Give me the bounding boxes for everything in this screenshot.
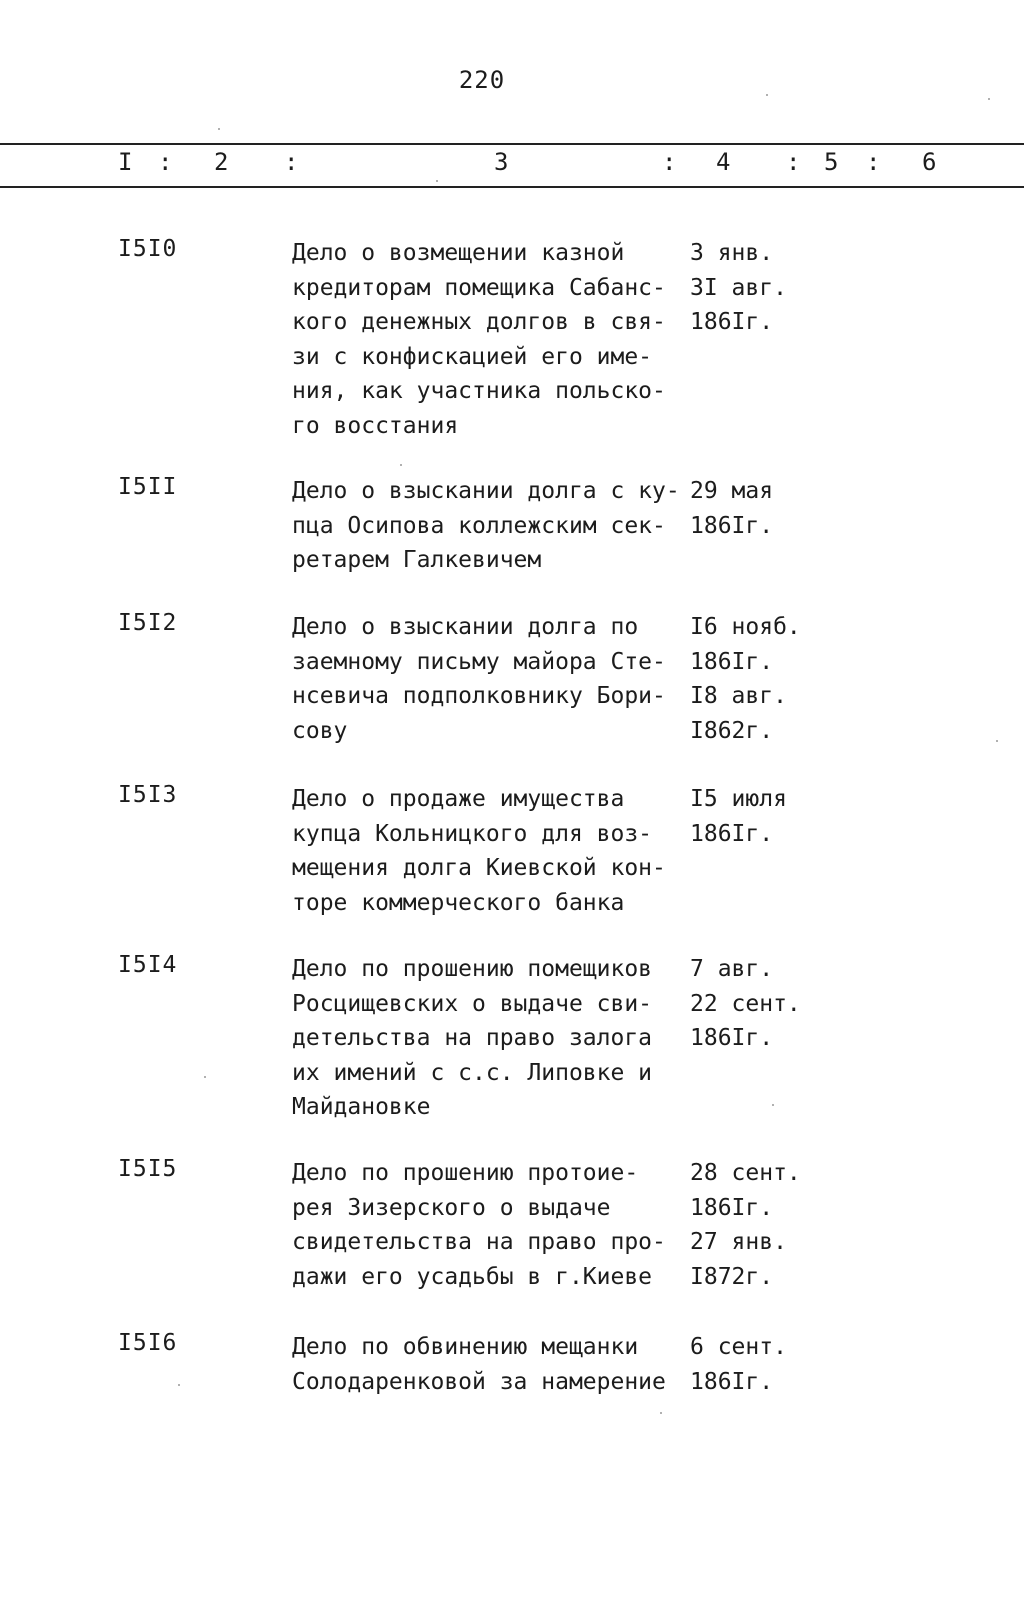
entry-title [292,236,682,443]
entry-dates [690,782,820,851]
entry-number: I5I4 [118,952,178,978]
title-line: Дело о возмещении казной [292,240,625,266]
date-line: 186Iг. [690,309,774,335]
date-line: 186Iг. [690,648,774,675]
title-line: кредиторам помещика Сабанс- [292,274,666,301]
scan-speck [218,128,220,130]
title-line: Майдановке [292,1094,431,1120]
page-number: 220 [458,66,506,94]
column-separator: : [662,148,677,176]
entry-number: I5I5 [118,1156,178,1182]
entry-title [292,474,682,578]
header-rule-bottom [0,186,1024,188]
column-header-6: 6 [922,148,937,176]
title-line: ния, как участника польско- [292,378,666,404]
date-line: 186Iг. [690,1368,774,1395]
date-line: 22 сент. [690,990,801,1017]
entry-number: I5II [118,474,178,500]
title-line: Росцищевских о выдаче сви- [292,990,653,1017]
title-line: Дело о взыскании долга по [292,614,639,640]
entry-dates [690,1330,820,1399]
title-line: Дело о взыскании долга с ку- [292,478,680,504]
title-line: Дело по прошению протоие- [292,1160,639,1186]
scan-speck [766,94,768,96]
entry-dates [690,1156,820,1294]
entry-title [292,610,682,748]
title-line: кого денежных долгов в свя- [292,309,666,335]
title-line: их имений с с.с. Липовке и [292,1059,653,1086]
title-line: Дело о продаже имущества [292,786,625,812]
scan-speck [988,98,990,100]
entry-number: I5I0 [118,236,178,262]
column-header-3: 3 [494,148,509,176]
title-line: свидетельства на право про- [292,1229,666,1255]
title-line: детельства на право залога [292,1025,653,1051]
title-line: зи с конфискацией его име- [292,343,653,370]
scan-speck [660,1412,662,1414]
entry-number: I5I6 [118,1330,178,1356]
entry-dates [690,474,820,543]
title-line: купца Кольницкого для воз- [292,820,653,847]
column-separator: : [284,148,299,176]
scan-speck [436,180,438,182]
entry-title [292,952,682,1125]
column-header-1: I [118,148,133,176]
date-line: I8 авг. [690,683,787,709]
column-separator: : [786,148,801,176]
column-separator: : [158,148,173,176]
entry-dates [690,610,820,748]
title-line: мещения долга Киевской кон- [292,855,666,881]
column-header-4: 4 [716,148,731,176]
date-line: 3I авг. [690,274,787,301]
title-line: ретарем Галкевичем [292,547,542,573]
title-line: дажи его усадьбы в г.Киеве [292,1263,653,1290]
date-line: 186Iг. [690,1025,774,1051]
date-line: I862г. [690,717,774,744]
date-line: 186Iг. [690,1194,774,1221]
scan-speck [996,740,998,742]
date-line: 27 янв. [690,1229,787,1255]
title-line: Солодаренковой за намерение [292,1368,666,1395]
date-line: 6 сент. [690,1334,787,1360]
date-line: I6 нояб. [690,614,801,640]
title-line: рея Зизерского о выдаче [292,1194,611,1221]
date-line: 29 мая [690,478,774,504]
entry-number: I5I3 [118,782,178,808]
scan-speck [204,1076,206,1078]
title-line: сову [292,717,348,744]
entry-title [292,1330,682,1399]
title-line: го восстания [292,412,459,439]
title-line: пца Осипова коллежским сек- [292,512,666,539]
title-line: заемному письму майора Сте- [292,648,666,675]
header-rule-top [0,143,1024,145]
date-line: 28 сент. [690,1160,801,1186]
scan-speck [400,464,402,466]
date-line: 3 янв. [690,240,774,266]
scan-speck [772,1104,774,1106]
title-line: Дело по обвинению мещанки [292,1334,639,1360]
entry-title [292,1156,682,1294]
date-line: 186Iг. [690,512,774,539]
scan-speck [178,1384,180,1386]
date-line: I5 июля [690,786,787,812]
column-header-2: 2 [214,148,229,176]
entry-dates [690,236,820,340]
entry-title [292,782,682,920]
title-line: торе коммерческого банка [292,889,625,916]
entry-dates [690,952,820,1056]
column-separator: : [866,148,881,176]
column-header-5: 5 [824,148,839,176]
date-line: 186Iг. [690,820,774,847]
entry-number: I5I2 [118,610,178,636]
date-line: 7 авг. [690,956,774,982]
title-line: Дело по прошению помещиков [292,956,653,982]
date-line: I872г. [690,1263,774,1290]
title-line: нсевича подполковнику Бори- [292,683,666,709]
